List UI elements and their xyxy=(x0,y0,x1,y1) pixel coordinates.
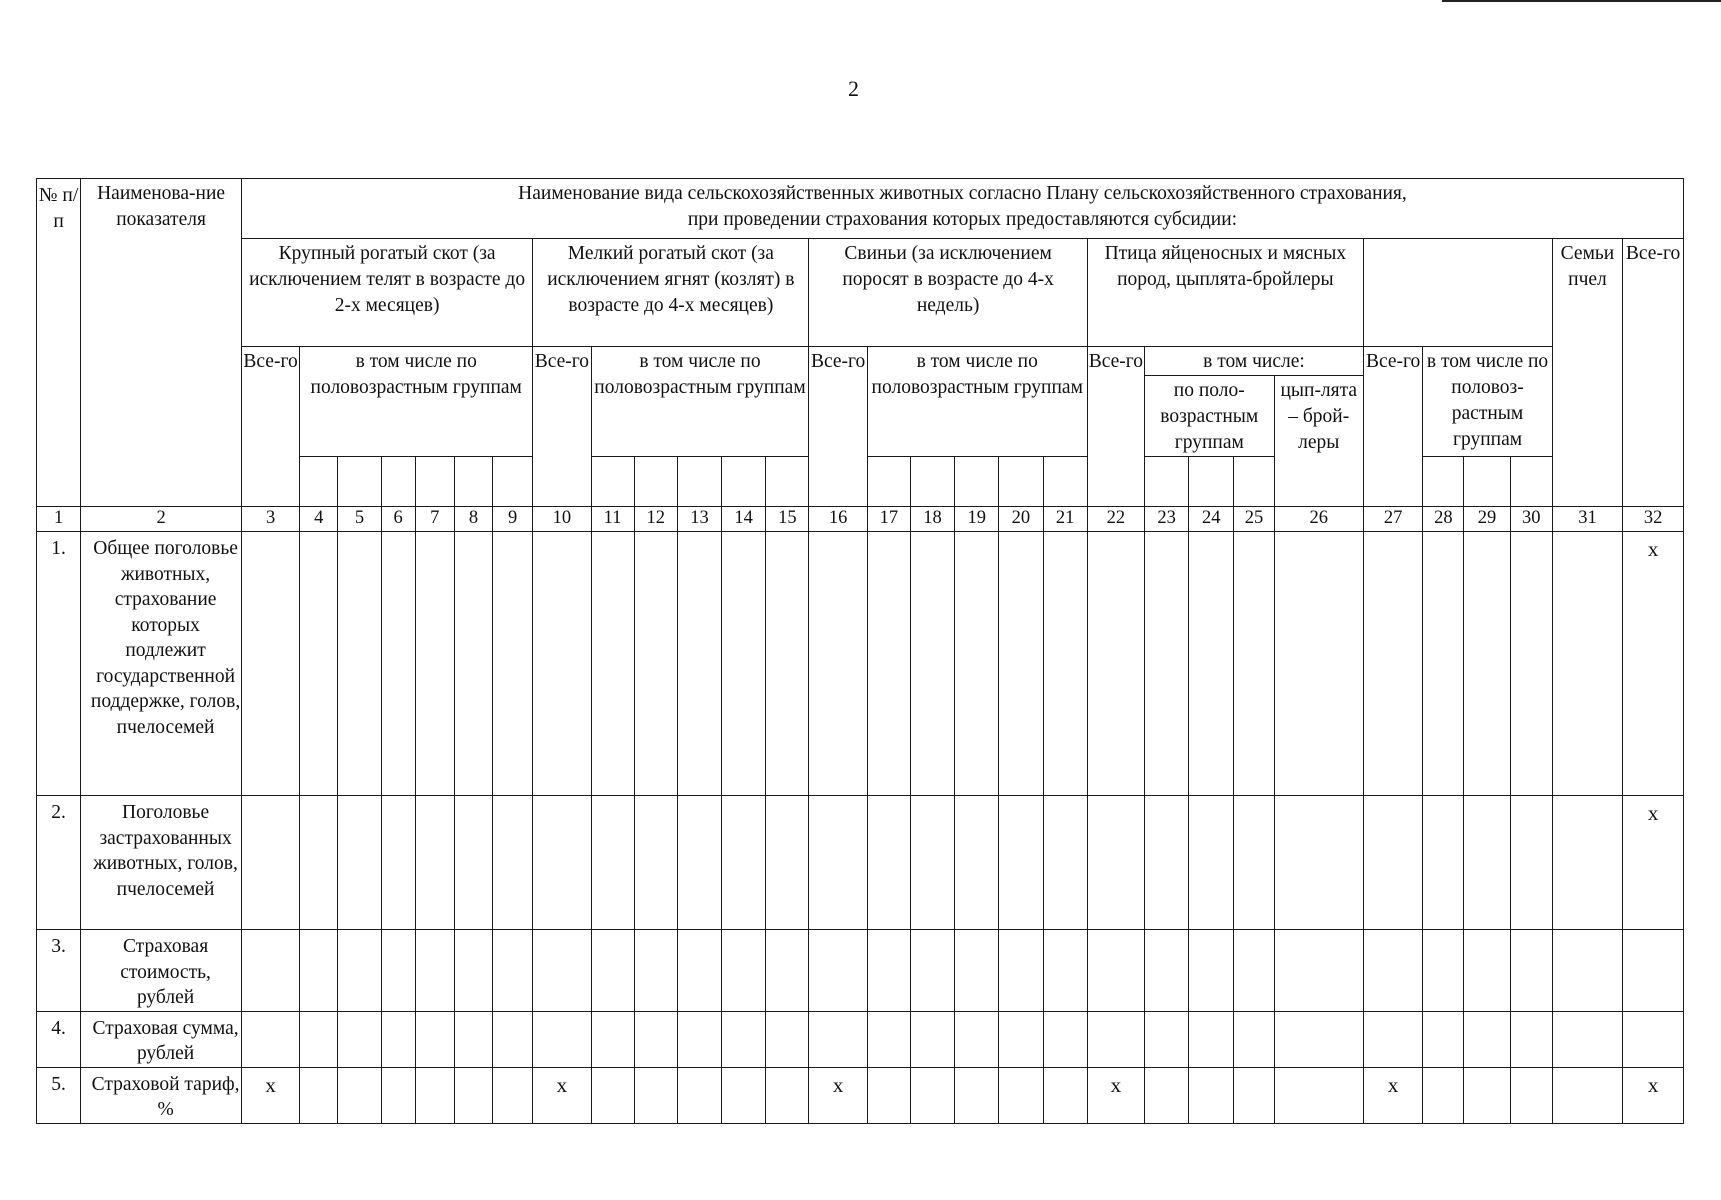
column-number: 27 xyxy=(1363,507,1422,532)
value-cell xyxy=(381,1011,415,1067)
not-applicable-mark: х xyxy=(1623,532,1684,796)
column-number: 22 xyxy=(1087,507,1144,532)
column-number: 8 xyxy=(454,507,492,532)
value-cell xyxy=(1274,930,1363,1012)
subgroup-cell xyxy=(1423,457,1464,507)
value-cell xyxy=(381,796,415,930)
value-cell xyxy=(1510,1011,1552,1067)
value-cell xyxy=(1144,1067,1188,1123)
subgroup-cell xyxy=(300,457,338,507)
value-cell xyxy=(1189,1011,1234,1067)
value-cell xyxy=(493,1067,533,1123)
subgroup-cell xyxy=(677,457,721,507)
value-cell xyxy=(1234,1067,1274,1123)
column-number: 5 xyxy=(338,507,381,532)
value-cell xyxy=(1552,532,1622,796)
subgroup-cell xyxy=(493,457,533,507)
value-cell xyxy=(454,796,492,930)
value-cell xyxy=(809,796,867,930)
subgroup-cell xyxy=(999,457,1043,507)
value-cell xyxy=(677,1011,721,1067)
row-indicator-name: Страховая стоимость, рублей xyxy=(81,930,242,1012)
value-cell xyxy=(722,1011,766,1067)
column-number: 20 xyxy=(999,507,1043,532)
row-number: 2. xyxy=(37,796,81,930)
value-cell xyxy=(1274,532,1363,796)
column-number: 15 xyxy=(766,507,809,532)
value-cell xyxy=(415,796,454,930)
column-number: 16 xyxy=(809,507,867,532)
value-cell xyxy=(381,532,415,796)
value-cell xyxy=(493,796,533,930)
poultry-broilers: цып-лята – брой-леры xyxy=(1274,376,1363,507)
value-cell xyxy=(1144,796,1188,930)
subgroup-cell xyxy=(415,457,454,507)
value-cell xyxy=(634,1067,677,1123)
not-applicable-mark: х xyxy=(1623,796,1684,930)
header-no: № п/п xyxy=(37,179,81,507)
value-cell xyxy=(1510,930,1552,1012)
small-cattle-total: Все-го xyxy=(533,347,591,507)
value-cell xyxy=(809,1011,867,1067)
value-cell xyxy=(1274,796,1363,930)
value-cell xyxy=(809,930,867,1012)
not-applicable-mark: х xyxy=(1363,1067,1422,1123)
column-number: 1 xyxy=(37,507,81,532)
column-number: 31 xyxy=(1552,507,1622,532)
column-number: 3 xyxy=(241,507,299,532)
top-rule xyxy=(1442,0,1721,2)
value-cell xyxy=(1423,1067,1464,1123)
value-cell xyxy=(1510,532,1552,796)
value-cell xyxy=(493,930,533,1012)
value-cell xyxy=(338,532,381,796)
value-cell xyxy=(533,1011,591,1067)
not-applicable-mark: х xyxy=(1087,1067,1144,1123)
value-cell xyxy=(591,1011,634,1067)
value-cell xyxy=(454,1067,492,1123)
value-cell xyxy=(300,930,338,1012)
value-cell xyxy=(1363,930,1422,1012)
subsidy-livestock-table xyxy=(36,178,1684,1124)
value-cell xyxy=(677,1067,721,1123)
value-cell xyxy=(1234,930,1274,1012)
value-cell xyxy=(1552,796,1622,930)
value-cell xyxy=(1464,796,1510,930)
subgroup-cell xyxy=(766,457,809,507)
value-cell xyxy=(338,1067,381,1123)
group-small-cattle: Мелкий рогатый скот (за исключением ягнят (козлят) в возрасте до 4-х месяцев) xyxy=(533,239,809,347)
row-number: 5. xyxy=(37,1067,81,1123)
value-cell xyxy=(955,930,999,1012)
group-poultry: Птица яйценосных и мясных пород, цыплята-бройлеры xyxy=(1087,239,1363,347)
value-cell xyxy=(1464,1067,1510,1123)
column-number: 32 xyxy=(1623,507,1684,532)
value-cell xyxy=(1623,930,1684,1012)
value-cell xyxy=(241,930,299,1012)
value-cell xyxy=(1043,532,1087,796)
value-cell xyxy=(533,930,591,1012)
row-indicator-name: Поголовье застрахованных животных, голов, пчелосемей xyxy=(81,796,242,930)
value-cell xyxy=(999,1067,1043,1123)
value-cell xyxy=(766,1067,809,1123)
value-cell xyxy=(766,796,809,930)
value-cell xyxy=(1087,1011,1144,1067)
value-cell xyxy=(1234,796,1274,930)
value-cell xyxy=(867,930,910,1012)
value-cell xyxy=(591,930,634,1012)
value-cell xyxy=(1464,1011,1510,1067)
value-cell xyxy=(1144,930,1188,1012)
value-cell xyxy=(766,532,809,796)
value-cell xyxy=(867,532,910,796)
subgroup-cell xyxy=(591,457,634,507)
value-cell xyxy=(766,930,809,1012)
value-cell xyxy=(454,930,492,1012)
value-cell xyxy=(1510,796,1552,930)
value-cell xyxy=(1464,532,1510,796)
group-5 xyxy=(1363,239,1552,347)
value-cell xyxy=(533,532,591,796)
column-number: 11 xyxy=(591,507,634,532)
pigs-incl-groups: в том числе по половозрастным группам xyxy=(867,347,1087,457)
group-bee-families: Семьи пчел xyxy=(1552,239,1622,507)
column-number: 14 xyxy=(722,507,766,532)
column-number: 10 xyxy=(533,507,591,532)
value-cell xyxy=(591,532,634,796)
value-cell xyxy=(1464,930,1510,1012)
poultry-sex-age-groups: по поло-возрастным группам xyxy=(1144,376,1274,457)
value-cell xyxy=(591,1067,634,1123)
value-cell xyxy=(1087,796,1144,930)
group-total: Все-го xyxy=(1623,239,1684,507)
value-cell xyxy=(955,1011,999,1067)
subgroup-cell xyxy=(338,457,381,507)
value-cell xyxy=(677,930,721,1012)
poultry-incl: в том числе: xyxy=(1144,347,1363,376)
value-cell xyxy=(999,1011,1043,1067)
subgroup-cell xyxy=(454,457,492,507)
value-cell xyxy=(722,1067,766,1123)
value-cell xyxy=(1423,930,1464,1012)
value-cell xyxy=(910,796,954,930)
column-number: 17 xyxy=(867,507,910,532)
value-cell xyxy=(722,930,766,1012)
not-applicable-mark: х xyxy=(809,1067,867,1123)
group5-incl-groups: в том числе по половоз-растным группам xyxy=(1423,347,1553,457)
subgroup-cell xyxy=(910,457,954,507)
row-number: 3. xyxy=(37,930,81,1012)
value-cell xyxy=(241,1011,299,1067)
value-cell xyxy=(241,796,299,930)
value-cell xyxy=(300,796,338,930)
column-index-row xyxy=(37,507,1684,532)
value-cell xyxy=(955,532,999,796)
subgroup-cell xyxy=(867,457,910,507)
value-cell xyxy=(722,532,766,796)
column-number: 25 xyxy=(1234,507,1274,532)
header-title-line2: при проведении страхования которых предоставляются субсидии: xyxy=(687,209,1238,230)
subgroup-cell xyxy=(722,457,766,507)
value-cell xyxy=(766,1011,809,1067)
value-cell xyxy=(1423,796,1464,930)
value-cell xyxy=(533,796,591,930)
value-cell xyxy=(634,930,677,1012)
cattle-total: Все-го xyxy=(241,347,299,507)
column-number: 19 xyxy=(955,507,999,532)
value-cell xyxy=(381,930,415,1012)
value-cell xyxy=(241,532,299,796)
table-row xyxy=(37,930,1684,1012)
value-cell xyxy=(1043,1011,1087,1067)
value-cell xyxy=(1234,532,1274,796)
column-number: 7 xyxy=(415,507,454,532)
value-cell xyxy=(300,532,338,796)
table-row xyxy=(37,796,1684,930)
value-cell xyxy=(300,1011,338,1067)
value-cell xyxy=(999,532,1043,796)
column-number: 18 xyxy=(910,507,954,532)
value-cell xyxy=(1189,930,1234,1012)
not-applicable-mark: х xyxy=(1623,1067,1684,1123)
page-number: 2 xyxy=(848,76,859,101)
subgroup-cell xyxy=(1234,457,1274,507)
value-cell xyxy=(1363,1011,1422,1067)
small-cattle-incl-groups: в том числе по половозрастным группам xyxy=(591,347,809,457)
row-number: 1. xyxy=(37,532,81,796)
header-title-line1: Наименование вида сельскохозяйственных животных согласно Плану сельскохозяйственного страхования, xyxy=(518,183,1407,204)
value-cell xyxy=(910,1011,954,1067)
value-cell xyxy=(1423,1011,1464,1067)
value-cell xyxy=(591,796,634,930)
value-cell xyxy=(1623,1011,1684,1067)
value-cell xyxy=(955,796,999,930)
value-cell xyxy=(493,1011,533,1067)
subgroup-cell xyxy=(634,457,677,507)
column-number: 29 xyxy=(1464,507,1510,532)
value-cell xyxy=(1043,796,1087,930)
value-cell xyxy=(809,532,867,796)
value-cell xyxy=(1552,1067,1622,1123)
subgroup-cell xyxy=(1464,457,1510,507)
value-cell xyxy=(415,1067,454,1123)
value-cell xyxy=(634,532,677,796)
subgroup-cell xyxy=(955,457,999,507)
column-number: 21 xyxy=(1043,507,1087,532)
value-cell xyxy=(415,1011,454,1067)
value-cell xyxy=(1552,1011,1622,1067)
value-cell xyxy=(1274,1011,1363,1067)
subgroup-cell xyxy=(1144,457,1188,507)
value-cell xyxy=(1144,1011,1188,1067)
header-indicator-name: Наименова-ние показателя xyxy=(81,179,242,507)
group-pigs: Свиньи (за исключением поросят в возрасте до 4-х недель) xyxy=(809,239,1087,347)
value-cell xyxy=(1144,532,1188,796)
group-cattle: Крупный рогатый скот (за исключением телят в возрасте до 2-х месяцев) xyxy=(241,239,532,347)
column-number: 2 xyxy=(81,507,242,532)
value-cell xyxy=(415,930,454,1012)
column-number: 12 xyxy=(634,507,677,532)
value-cell xyxy=(1189,796,1234,930)
value-cell xyxy=(910,930,954,1012)
value-cell xyxy=(1043,930,1087,1012)
column-number: 4 xyxy=(300,507,338,532)
value-cell xyxy=(1189,1067,1234,1123)
value-cell xyxy=(1363,532,1422,796)
subgroup-cell xyxy=(1189,457,1234,507)
group5-total: Все-го xyxy=(1363,347,1422,507)
value-cell xyxy=(454,532,492,796)
column-number: 28 xyxy=(1423,507,1464,532)
column-number: 30 xyxy=(1510,507,1552,532)
subgroup-cell xyxy=(381,457,415,507)
value-cell xyxy=(910,532,954,796)
not-applicable-mark: х xyxy=(241,1067,299,1123)
value-cell xyxy=(1510,1067,1552,1123)
value-cell xyxy=(1423,532,1464,796)
value-cell xyxy=(677,796,721,930)
value-cell xyxy=(999,796,1043,930)
value-cell xyxy=(867,1011,910,1067)
value-cell xyxy=(722,796,766,930)
header-animal-types xyxy=(241,179,1683,239)
column-number: 6 xyxy=(381,507,415,532)
value-cell xyxy=(338,1011,381,1067)
row-number: 4. xyxy=(37,1011,81,1067)
value-cell xyxy=(867,796,910,930)
value-cell xyxy=(1552,930,1622,1012)
column-number: 23 xyxy=(1144,507,1188,532)
row-indicator-name: Общее поголовье животных, страхование которых подлежит государственной поддержке, голов, пчелосемей xyxy=(81,532,242,796)
value-cell xyxy=(338,930,381,1012)
table-row xyxy=(37,1067,1684,1123)
value-cell xyxy=(1234,1011,1274,1067)
value-cell xyxy=(634,796,677,930)
value-cell xyxy=(955,1067,999,1123)
value-cell xyxy=(867,1067,910,1123)
value-cell xyxy=(338,796,381,930)
value-cell xyxy=(1274,1067,1363,1123)
not-applicable-mark: х xyxy=(533,1067,591,1123)
row-indicator-name: Страховой тариф, % xyxy=(81,1067,242,1123)
value-cell xyxy=(454,1011,492,1067)
value-cell xyxy=(300,1067,338,1123)
subgroup-cell xyxy=(1510,457,1552,507)
value-cell xyxy=(999,930,1043,1012)
value-cell xyxy=(1043,1067,1087,1123)
value-cell xyxy=(381,1067,415,1123)
column-number: 13 xyxy=(677,507,721,532)
cattle-incl-groups: в том числе по половозрастным группам xyxy=(300,347,533,457)
subgroup-cell xyxy=(1043,457,1087,507)
column-number: 26 xyxy=(1274,507,1363,532)
column-number: 9 xyxy=(493,507,533,532)
value-cell xyxy=(634,1011,677,1067)
value-cell xyxy=(1087,930,1144,1012)
table-row xyxy=(37,532,1684,796)
value-cell xyxy=(677,532,721,796)
value-cell xyxy=(415,532,454,796)
value-cell xyxy=(1087,532,1144,796)
table-row xyxy=(37,1011,1684,1067)
pigs-total: Все-го xyxy=(809,347,867,507)
value-cell xyxy=(1363,796,1422,930)
poultry-total: Все-го xyxy=(1087,347,1144,507)
value-cell xyxy=(1189,532,1234,796)
column-number: 24 xyxy=(1189,507,1234,532)
value-cell xyxy=(493,532,533,796)
value-cell xyxy=(910,1067,954,1123)
row-indicator-name: Страховая сумма, рублей xyxy=(81,1011,242,1067)
